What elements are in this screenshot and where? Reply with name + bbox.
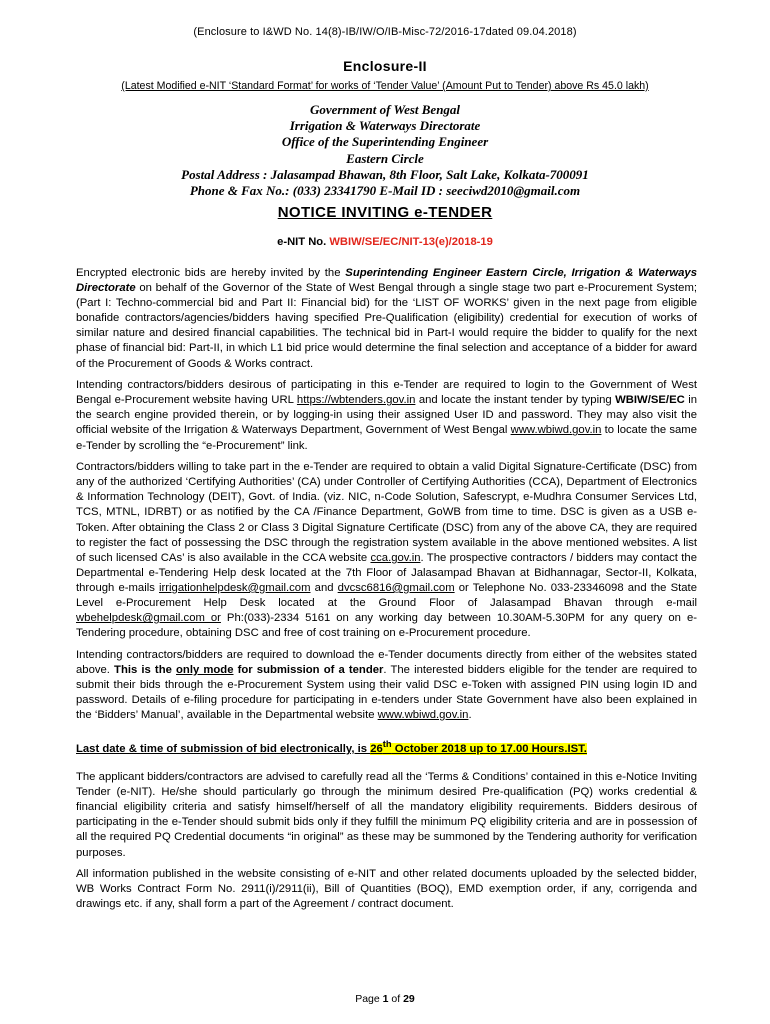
wbtenders-link[interactable]: https://wbtenders.gov.in [296, 394, 416, 407]
text-run: This is the [114, 663, 177, 676]
last-date-statement [76, 736, 697, 757]
paragraph-login-instructions [76, 378, 697, 453]
office-address-block [0, 102, 770, 199]
text-run: Last date & time of submission of bid electronically, is [76, 742, 371, 755]
paragraph-invitation [76, 266, 697, 372]
current-page: 1 [382, 993, 389, 1005]
notice-heading: NOTICE INVITING e-TENDER [277, 204, 493, 221]
text-run: and [310, 581, 338, 594]
paragraph-download-instructions [76, 648, 697, 723]
wbiwd-link[interactable]: www.wbiwd.gov.in [510, 424, 602, 437]
text-run: of [388, 993, 404, 1005]
paragraph-agreement-documents: All information published in the website consisting of e-NIT and other related documents uploaded by the selected bidder, WB Works Contract Form No. 2911(i)/2911(ii), Bill of Quantities (BOQ), EMD exemption order, if any, corrigenda and drawings etc. if any, shall form a part of the Agreement / contract document. [76, 868, 697, 911]
irrigation-helpdesk-email-link[interactable]: irrigationhelpdesk@gmail.com [159, 581, 311, 594]
paragraph-terms-advice: The applicant bidders/contractors are advised to carefully read all the ‘Terms & Conditions’ contained in this e-Notice Inviting Tender (e-NIT). He/she should particularly go through the minimum desired Pre-qualification (PQ) works credential & financial eligibility criteria and satisfy himself/herself of all the mandatory eligibility requirements. Bidders desirous of participating in the e-Tender should submit bids only if they fulfill the minimum PQ eligibility criteria and are in possession of all the required PQ Credential documents “in original” as these may be summoned by the Tendering authority for verification purposes. [76, 771, 697, 859]
text-run: October 2018 up to 17.00 Hours.IST. [391, 742, 587, 755]
document-body [76, 266, 697, 919]
dvcsc-email-link[interactable]: dvcsc6816@gmail.com [337, 581, 455, 594]
text-run: for submission of a tender [233, 663, 384, 676]
office-line-government: Government of West Bengal [309, 102, 461, 117]
text-run: Ph:(033)-2334 5161 on any working day between 10.30AM-5.30PM for any query on e-Tendering procedure, obtaining DSC and free of cost training on e-Procurement procedure. [76, 612, 697, 640]
enclosure-title: Enclosure-II [343, 58, 427, 74]
text-run: 26 [370, 742, 383, 755]
cca-link[interactable]: cca.gov.in [370, 551, 421, 564]
enit-number: WBIW/SE/EC/NIT-13(e)/2018-19 [329, 236, 493, 248]
enit-number-line [0, 236, 770, 248]
office-line-directorate: Irrigation & Waterways Directorate [289, 118, 481, 134]
office-line-office: Office of the Superintending Engineer [281, 134, 489, 150]
text-run: Intending contractors/bidders are required to download the e-Tender documents directly from either of the websites stated above. [76, 648, 697, 676]
enclosure-subtitle: (Latest Modified e-NIT ‘Standard Format’ for works of ‘Tender Value’ (Amount Put to Tender) above Rs 45.0 lakh) [121, 80, 649, 92]
search-code: WBIW/SE/EC [615, 394, 685, 407]
page-number [0, 993, 770, 1005]
office-line-contact: Phone & Fax No.: (033) 23341790 E-Mail ID : seeciwd2010@gmail.com [189, 183, 581, 199]
text-run: . The interested bidders eligible for the tender are required to submit their bids through the e-Procurement System using their valid DSC e-Token with assigned PIN using login ID and password. Details of e-filing procedure for participating in e-tenders under State Government have also been explained in the ‘Bidders’ Manual’, available in the Departmental website [76, 663, 697, 722]
text-run: on behalf of the Governor of the State of West Bengal through a single stage two part e-Procurement System; (Part I: Techno-commercial bid and Part II: Financial bid) for the ‘LIST OF WORKS’ given in the next page from eligible bonafide contractors/agencies/bidders having specified Pre-Qualification (eligibility) credential for execution of works of similar nature and desired financial capabilities. The technical bid in Part-I would require the bidder to qualify for the next phase of financial bid: Part-II, in which L1 bid price would determine the final selection and acceptance of a bidder for award of the Procurement of Goods & Works contract. [76, 282, 697, 370]
office-line-circle: Eastern Circle [346, 150, 424, 166]
only-mode-emphasis: only mode [176, 663, 234, 676]
paragraph-dsc [76, 460, 697, 641]
office-line-postal-address: Postal Address : Jalasampad Bhawan, 8th Floor, Salt Lake, Kolkata-700091 [181, 166, 589, 182]
ordinal-suffix: th [382, 738, 392, 750]
last-date-highlight [370, 738, 587, 755]
text-run: . The prospective contractors / bidders may contact the Departmental e-Tendering Help desk located at the 7th Floor of Jalasampad Bhavan at Bidhannagar, Sector-II, Kolkata, through e-mails [76, 551, 697, 594]
text-run: Encrypted electronic bids are hereby invited by the [76, 267, 346, 279]
text-run: . [468, 709, 472, 722]
text-run: or Telephone No. 033-23346098 and the State Level e-Procurement Help Desk located at the Ground Floor of Jalasampad Bhavan through e-mail [76, 581, 697, 609]
wbiwd-link-2[interactable]: www.wbiwd.gov.in [377, 709, 469, 722]
text-run: Page [355, 993, 383, 1005]
total-pages: 29 [403, 993, 415, 1005]
text-run: to locate the same e-Tender by scrolling the “e-Procurement” link. [76, 424, 697, 452]
enclosure-reference-note: (Enclosure to I&WD No. 14(8)-IB/IW/O/IB-Misc-72/2016-17dated 09.04.2018) [193, 26, 577, 38]
text-run: and locate the instant tender by typing [415, 394, 616, 407]
text-run: Contractors/bidders willing to take part in the e-Tender are required to obtain a valid Digital Signature-Certificate (DSC) from any of the authorized ‘Certifying Authorities’ (CA) under Controller of Certifying Authorities (CCA), Department of Electronics & Information Technology (DEIT), Govt. of India. (viz. NIC, n-Code Solution, Safescrypt, e-Mudhra Consumer Services Ltd, TCS, MTNL, IDRBT) or as notified by the CA /Finance Department, GoWB from time to time. DSC is given as a USB e-Token. After obtaining the Class 2 or Class 3 Digital Signature Certificate (DSC) from any of the above CA, they are required to register the fact of possessing the DSC through the registration system available in the above mentioned websites. A list of such licensed CAs’ is also available in the CCA website [76, 461, 697, 564]
text-run: in the search engine provided therein, or by logging-in using their assigned User ID and password. They may also visit the official website of the Irrigation & Waterways Department, Government of West Bengal [76, 394, 698, 437]
mode-statement [114, 664, 383, 676]
enit-label: e-NIT No. [277, 236, 330, 248]
text-run: Intending contractors/bidders desirous of participating in this e-Tender are required to login to the Government of West Bengal e-Procurement website having URL [76, 379, 697, 407]
issuing-authority: Superintending Engineer Eastern Circle, Irrigation & Waterways Directorate [76, 267, 697, 295]
wbehelpdesk-email-link[interactable]: wbehelpdesk@gmail.com or [76, 612, 221, 625]
